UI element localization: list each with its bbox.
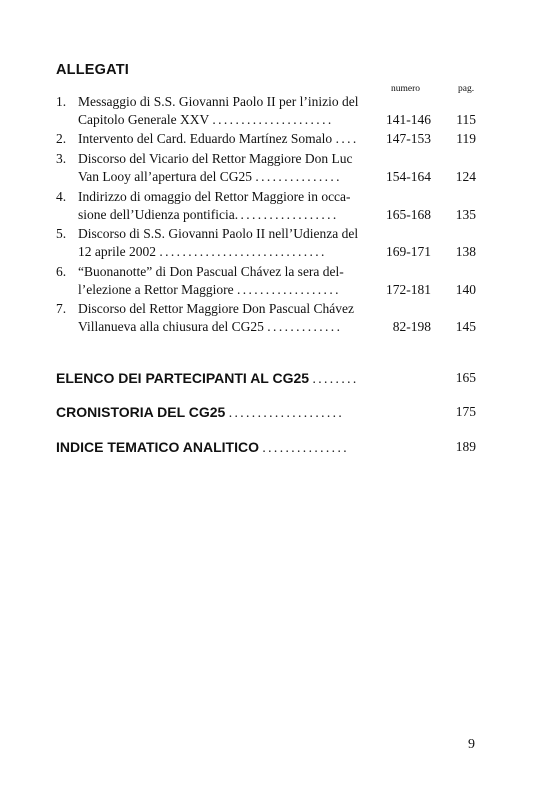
entry-page-number: 119 — [456, 131, 476, 146]
leader-dots: ............................. — [159, 244, 327, 259]
leader-dots: ........ — [312, 371, 359, 386]
column-header-pag: pag. — [458, 84, 475, 94]
toc-entry-6 — [56, 264, 486, 304]
entry-page-number: 115 — [456, 112, 476, 127]
page-folio-number: 9 — [468, 737, 475, 752]
entry-title-line-1: Discorso di S.S. Giovanni Paolo II nell’Udienza del — [78, 226, 359, 241]
section-page-number: 165 — [455, 370, 476, 385]
entry-number: 7. — [56, 301, 67, 316]
entry-title-line-2: l’elezione a Rettor Maggiore .................. — [78, 282, 341, 297]
entry-page-number: 145 — [455, 319, 476, 334]
toc-entry-4 — [56, 189, 486, 229]
entry-title-line-2: Capitolo Generale XXV ..................... — [78, 112, 334, 127]
entry-title-line-2: Van Looy all’apertura del CG25 ............... — [78, 169, 342, 184]
entry-title-line-2: Villanueva alla chiusura del CG25 ............. — [78, 319, 343, 334]
toc-entry-5 — [56, 226, 486, 266]
entry-title-line-2: sione dell’Udienza pontificia.................. — [78, 207, 339, 222]
toc-entry-3 — [56, 151, 486, 191]
leader-dots: .................... — [228, 405, 345, 420]
entry-title-line-1: Discorso del Rettor Maggiore Don Pascual Chávez — [78, 301, 354, 316]
section-title-allegati: ALLEGATI — [56, 62, 130, 78]
entry-numero-range: 141-146 — [386, 112, 431, 127]
section-label: INDICE TEMATICO ANALITICO — [56, 439, 259, 455]
leader-dots: ............. — [267, 319, 343, 334]
entry-numero-range: 165-168 — [386, 207, 431, 222]
toc-section-cronistoria — [56, 404, 486, 424]
entry-numero-range: 82-198 — [392, 319, 431, 334]
entry-page-number: 138 — [455, 244, 476, 259]
entry-page-number: 135 — [455, 207, 476, 222]
entry-number: 4. — [56, 189, 67, 204]
entry-number: 1. — [56, 94, 67, 109]
entry-title-line-1: Discorso del Vicario del Rettor Maggiore Don Luc — [78, 151, 353, 166]
column-header-numero: numero — [391, 84, 421, 94]
entry-title-line-1: “Buonanotte” di Don Pascual Chávez la sera del- — [78, 264, 344, 279]
entry-numero-range: 154-164 — [386, 169, 431, 184]
entry-title-line-2: 12 aprile 2002 ............................. — [78, 244, 327, 259]
leader-dots: .................. — [236, 282, 341, 297]
toc-section-elenco — [56, 370, 486, 390]
leader-dots: .................. — [234, 207, 339, 222]
toc-entry-2 — [56, 131, 486, 151]
entry-number: 5. — [56, 226, 67, 241]
entry-page-number: 124 — [455, 169, 476, 184]
section-page-number: 175 — [455, 404, 476, 419]
entry-numero-range: 169-171 — [386, 244, 431, 259]
entry-numero-range: 147-153 — [386, 131, 431, 146]
toc-section-indice — [56, 439, 486, 459]
entry-page-number: 140 — [455, 282, 476, 297]
entry-title-line-1: Messaggio di S.S. Giovanni Paolo II per l’inizio del — [78, 94, 359, 109]
toc-entry-7 — [56, 301, 486, 341]
section-page-number: 189 — [455, 439, 476, 454]
section-label: ELENCO DEI PARTECIPANTI AL CG25 — [56, 370, 310, 386]
entry-title-line-1: Intervento del Card. Eduardo Martínez Somalo .... — [78, 131, 359, 146]
toc-entry-1 — [56, 94, 486, 134]
entry-title-line-1: Indirizzo di omaggio del Rettor Maggiore in occa- — [78, 189, 351, 204]
entry-number: 3. — [56, 151, 67, 166]
entry-numero-range: 172-181 — [386, 282, 431, 297]
leader-dots: ............... — [262, 440, 349, 455]
entry-number: 6. — [56, 264, 67, 279]
leader-dots: ............... — [255, 169, 342, 184]
leader-dots: ..................... — [212, 112, 334, 127]
leader-dots: .... — [335, 131, 359, 146]
section-label: CRONISTORIA DEL CG25 — [56, 404, 226, 420]
entry-number: 2. — [56, 131, 67, 146]
